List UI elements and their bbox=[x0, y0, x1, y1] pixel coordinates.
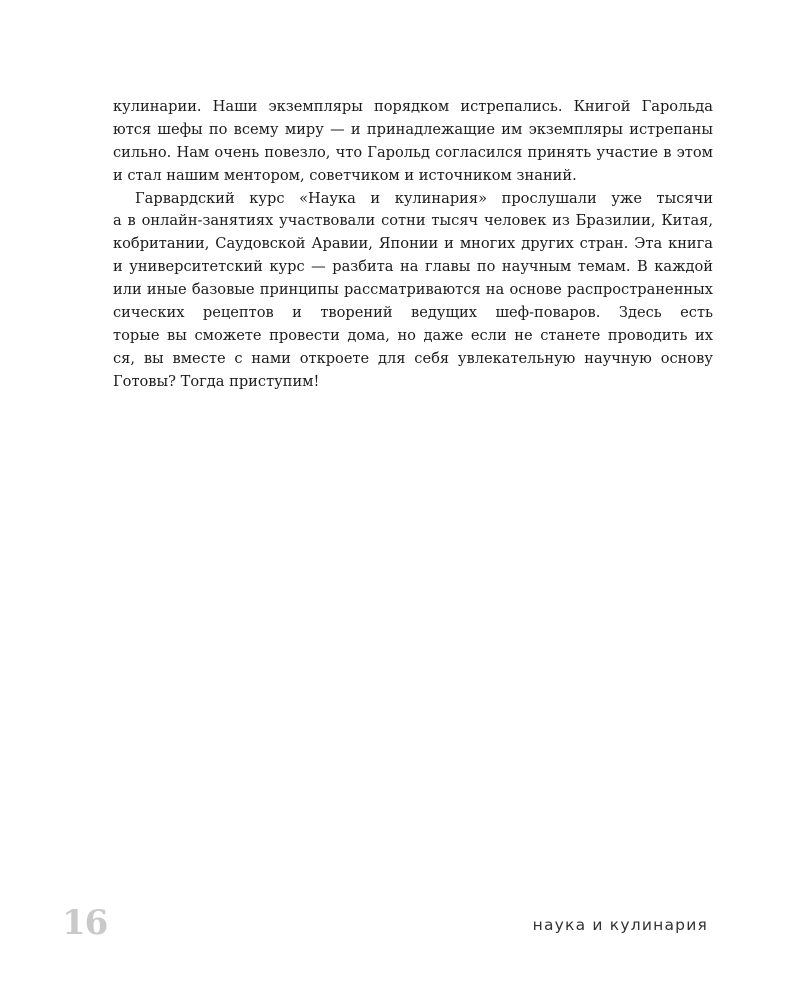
text-line: а в онлайн-занятиях участвовали сотни тысяч человек из Бразилии, Китая, bbox=[113, 212, 713, 230]
text-line: сических рецептов и творений ведущих шеф-поваров. Здесь есть bbox=[113, 304, 713, 322]
text-line: кулинарии. Наши экземпляры порядком истрепались. Книгой Гарольда bbox=[113, 98, 713, 115]
text-line: и стал нашим ментором, советчиком и источником знаний. bbox=[113, 166, 577, 184]
text-line: Гарвардский курс «Наука и кулинария» прослушали уже тысячи bbox=[135, 189, 713, 207]
text-line: сильно. Нам очень повезло, что Гарольд согласился принять участие в этом bbox=[113, 143, 713, 161]
page-number: 16 bbox=[62, 903, 108, 943]
text-line: Готовы? Тогда приступим! bbox=[113, 372, 320, 390]
body-text bbox=[113, 96, 713, 394]
paragraph-2 bbox=[113, 188, 713, 394]
text-line: ются шефы по всему миру — и принадлежащие им экземпляры истрепаны bbox=[113, 120, 713, 138]
text-line: кобритании, Саудовской Аравии, Японии и многих других стран. Эта книга bbox=[113, 235, 713, 253]
running-title: наука и кулинария bbox=[532, 916, 708, 934]
text-line: ся, вы вместе с нами откроете для себя увлекательную научную основу bbox=[113, 349, 713, 367]
text-line: и университетский курс — разбита на главы по научным темам. В каждой bbox=[113, 258, 713, 276]
paragraph-1 bbox=[113, 96, 713, 188]
text-line: торые вы сможете провести дома, но даже если не станете проводить их bbox=[113, 326, 713, 344]
text-line: или иные базовые принципы рассматриваются на основе распространенных bbox=[113, 281, 713, 299]
